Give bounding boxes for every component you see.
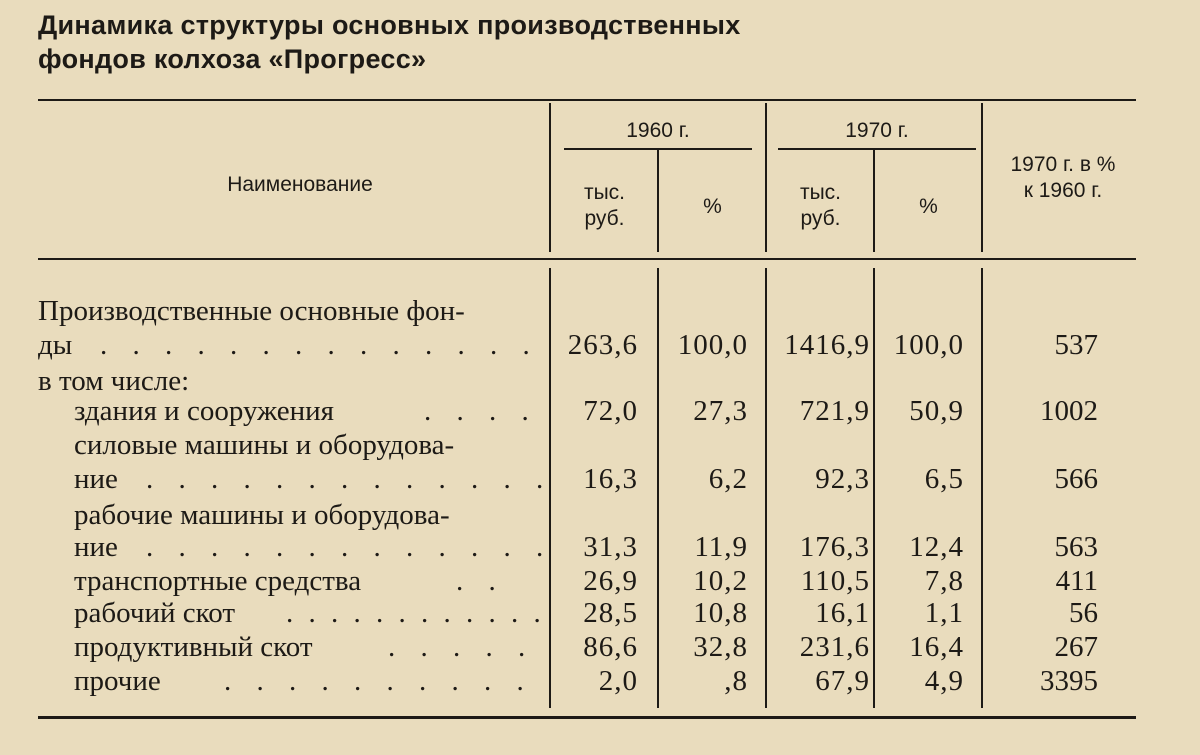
row-label: ние [74,463,118,495]
cell-percent-1960: 27,3 [693,395,748,427]
cell-value-1970: 67,9 [815,665,870,697]
table-row [0,364,1200,398]
cell-percent-1970: 12,4 [909,531,964,563]
table-row [0,462,1200,496]
cell-percent-1970: 50,9 [909,395,964,427]
cell-value-1960: 28,5 [583,597,638,629]
title-line-2: фондов колхоза «Прогресс» [38,44,427,74]
row-label: прочие [74,665,161,697]
leader-dots: . . . . . . . . . . . . . [146,531,553,563]
cell-percent-1960: 100,0 [677,329,748,361]
row-label: здания и сооружения [74,395,334,427]
row-label: рабочие машины и оборудова- [74,499,450,531]
header-name: Наименование [227,173,373,196]
table-row [0,294,1200,328]
cell-ratio: 56 [1069,597,1098,629]
leader-dots: . . . . . . . . . . [224,665,533,697]
row-label: Производственные основные фон- [38,295,465,327]
cell-ratio: 1002 [1040,395,1098,427]
leader-dots: . . [456,565,505,597]
top-rule [38,99,1136,101]
table-row [0,664,1200,698]
header-divider [873,150,875,252]
row-label: транспортные средства [74,565,362,597]
row-label: продуктивный скот [74,631,313,663]
cell-ratio: 563 [1054,531,1098,563]
cell-ratio: 267 [1054,631,1098,663]
bottom-rule [38,716,1136,719]
header-percent-1970: % [919,195,938,218]
cell-value-1970: 110,5 [800,565,870,597]
cell-value-1970: 231,6 [799,631,870,663]
row-label: рабочий скот [74,597,236,629]
table-row [0,564,1200,598]
cell-percent-1960: 6,2 [708,463,748,495]
leader-dots: . . . . . . . . . . . . [286,597,545,629]
table-row [0,498,1200,532]
cell-percent-1960: ,8 [724,665,748,697]
cell-value-1970: 16,1 [815,597,870,629]
header-percent-1960: % [703,195,722,218]
header-divider [657,150,659,252]
cell-percent-1960: 10,8 [693,597,748,629]
header-divider [765,103,767,252]
cell-value-1960: 16,3 [583,463,638,495]
header-year-1970: 1970 г. [845,119,909,142]
cell-ratio: 411 [1055,565,1098,597]
cell-value-1970: 721,9 [799,395,870,427]
cell-percent-1960: 11,9 [694,531,748,563]
header-ratio: 1970 г. в % к 1960 г. [1010,153,1116,202]
cell-value-1960: 31,3 [583,531,638,563]
header-year-1960: 1960 г. [626,119,690,142]
cell-ratio: 3395 [1040,665,1098,697]
cell-value-1960: 72,0 [583,395,638,427]
cell-percent-1960: 32,8 [693,631,748,663]
header-thous-rub-1960: тыс. руб. [583,181,626,230]
cell-value-1960: 2,0 [598,665,638,697]
cell-percent-1970: 7,8 [924,565,964,597]
leader-dots: . . . . [424,395,538,427]
table-title [38,8,741,76]
cell-percent-1970: 4,9 [924,665,964,697]
leader-dots: . . . . . [388,631,535,663]
cell-value-1960: 26,9 [583,565,638,597]
header-thous-rub-1970: тыс. руб. [799,181,842,230]
header-divider [981,103,983,252]
row-label: ды [38,329,73,361]
table-row [0,394,1200,428]
table-row [0,328,1200,362]
cell-percent-1970: 6,5 [924,463,964,495]
cell-percent-1970: 100,0 [893,329,964,361]
year-1970-underline [778,148,976,150]
leader-dots: . . . . . . . . . . . . . [146,463,553,495]
header-rule [38,258,1136,260]
cell-value-1960: 263,6 [567,329,638,361]
table-row [0,530,1200,564]
row-label: ние [74,531,118,563]
title-line-1: Динамика структуры основных производственных [38,10,741,40]
header-divider [549,103,551,252]
row-label: в том числе: [38,365,190,397]
cell-value-1960: 86,6 [583,631,638,663]
cell-percent-1960: 10,2 [693,565,748,597]
cell-percent-1970: 16,4 [909,631,964,663]
cell-ratio: 566 [1054,463,1098,495]
cell-value-1970: 176,3 [799,531,870,563]
row-label: силовые машины и оборудова- [74,429,455,461]
cell-ratio: 537 [1054,329,1098,361]
cell-value-1970: 92,3 [815,463,870,495]
cell-percent-1970: 1,1 [924,597,964,629]
cell-value-1970: 1416,9 [784,329,870,361]
table-row [0,428,1200,462]
leader-dots: . . . . . . . . . . . . . . [100,329,539,361]
table-row [0,630,1200,664]
table-row [0,596,1200,630]
